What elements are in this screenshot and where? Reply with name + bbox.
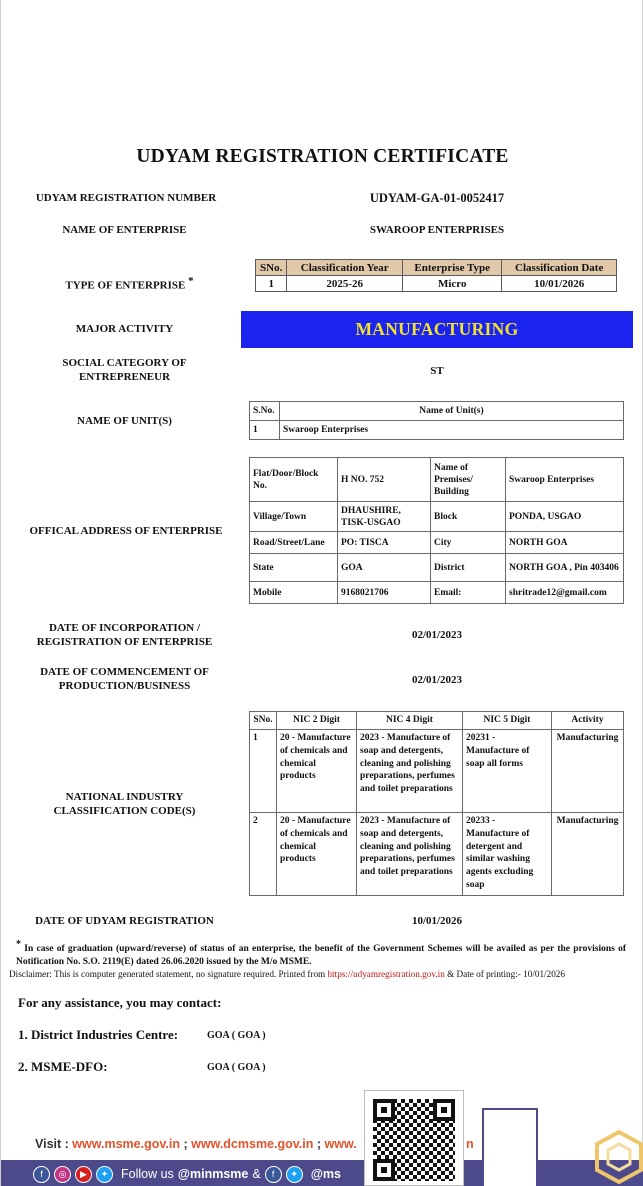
address-cell: PONDA, USGAO	[506, 502, 624, 532]
incorporation-label-line2: REGISTRATION OF ENTERPRISE	[36, 636, 213, 648]
address-cell: Swaroop Enterprises	[506, 458, 624, 502]
footer-card	[482, 1108, 538, 1186]
nic-table	[249, 711, 624, 896]
address-cell: PO: TISCA	[338, 532, 431, 554]
assistance-heading: For any assistance, you may contact:	[18, 995, 222, 1010]
table-row	[250, 502, 624, 532]
classification-cell-date: 10/01/2026	[502, 276, 617, 292]
commencement-label-line1: DATE OF COMMENCEMENT OF	[40, 666, 209, 678]
nic-header-nic4: NIC 4 Digit	[357, 712, 463, 730]
nic-cell: 2023 - Manufacture of soap and detergents, cleaning and polishing preparations, perfumes and toilet preparations	[357, 813, 463, 896]
address-cell: GOA	[338, 554, 431, 582]
address-cell: Block	[431, 502, 506, 532]
visit-line	[35, 1137, 357, 1151]
twitter-icon[interactable]: ✦	[286, 1166, 303, 1183]
nic-cell: Manufacturing	[552, 813, 624, 896]
nic-header-activity: Activity	[552, 712, 624, 730]
qr-finder-icon	[373, 1099, 395, 1121]
social-category-label-line1: SOCIAL CATEGORY OF	[62, 357, 187, 369]
table-row	[250, 582, 624, 604]
visit-separator: ;	[316, 1137, 322, 1151]
nic-cell: 1	[250, 730, 277, 813]
instagram-icon[interactable]: ◎	[54, 1166, 71, 1183]
nic-cell: 20231 - Manufacture of soap all forms	[463, 730, 552, 813]
nic-cell: 2023 - Manufacture of soap and detergents, cleaning and polishing preparations, perfumes and toilet preparations	[357, 730, 463, 813]
udyam-date-label: DATE OF UDYAM REGISTRATION	[35, 915, 214, 927]
social-category-label	[16, 356, 233, 384]
address-cell: 9168021706	[338, 582, 431, 604]
table-row	[250, 532, 624, 554]
classification-header-date: Classification Date	[502, 260, 617, 276]
nic-label-line2: CLASSIFICATION CODE(S)	[53, 805, 196, 817]
visit-url-tail[interactable]: n	[466, 1137, 474, 1151]
address-cell: Flat/Door/Block No.	[250, 458, 338, 502]
major-activity-banner: MANUFACTURING	[241, 311, 633, 348]
dfo-value: GOA ( GOA )	[207, 1062, 266, 1073]
follow-handle[interactable]: @minmsme	[177, 1167, 249, 1181]
nic-cell: 2	[250, 813, 277, 896]
units-cell-name: Swaroop Enterprises	[280, 421, 624, 440]
footnote-mark: *	[16, 939, 21, 950]
disclaimer-link[interactable]: https://udyamregistration.gov.in	[327, 969, 445, 979]
nic-header-nic5: NIC 5 Digit	[463, 712, 552, 730]
units-cell-sno: 1	[250, 421, 280, 440]
qr-finder-icon	[433, 1099, 455, 1121]
dic-label: 1. District Industries Centre:	[18, 1027, 179, 1042]
classification-header-type: Enterprise Type	[403, 260, 502, 276]
address-cell: Email:	[431, 582, 506, 604]
table-row	[250, 554, 624, 582]
visit-url-partial[interactable]: www.	[324, 1137, 357, 1151]
enterprise-name-label: NAME OF ENTERPRISE	[62, 224, 187, 236]
units-header-name: Name of Unit(s)	[280, 402, 624, 421]
units-header-sno: S.No.	[250, 402, 280, 421]
address-label: OFFICAL ADDRESS OF ENTERPRISE	[29, 525, 223, 537]
youtube-icon[interactable]: ▶	[75, 1166, 92, 1183]
certificate-title: UDYAM REGISTRATION CERTIFICATE	[136, 146, 509, 167]
qr-code	[364, 1090, 464, 1186]
table-row	[250, 813, 624, 896]
address-cell: DHAUSHIRE, TISK-USGAO	[338, 502, 431, 532]
email-value[interactable]: shritrade12@gmail.com	[506, 582, 624, 604]
disclaimer-prefix: Disclaimer: This is computer generated statement, no signature required. Printed from	[9, 969, 326, 979]
visit-url-msme[interactable]: www.msme.gov.in	[72, 1137, 180, 1151]
address-cell: Name of Premises/ Building	[431, 458, 506, 502]
udyam-date-value: 10/01/2026	[411, 915, 463, 927]
dfo-label: 2. MSME-DFO:	[18, 1059, 108, 1074]
address-cell: Village/Town	[250, 502, 338, 532]
address-cell: City	[431, 532, 506, 554]
enterprise-type-asterisk: *	[188, 275, 194, 287]
classification-cell-sno: 1	[256, 276, 287, 292]
enterprise-name-value: SWAROOP ENTERPRISES	[369, 224, 505, 236]
follow-line	[33, 1165, 341, 1183]
table-row	[250, 730, 624, 813]
table-row	[250, 421, 624, 440]
twitter-icon[interactable]: ✦	[96, 1166, 113, 1183]
address-table	[249, 457, 624, 604]
table-row	[250, 458, 624, 502]
address-cell: Road/Street/Lane	[250, 532, 338, 554]
enterprise-type-label-text: TYPE OF ENTERPRISE	[65, 279, 186, 292]
units-label: NAME OF UNIT(S)	[77, 415, 172, 427]
nic-label-line1: NATIONAL INDUSTRY	[65, 791, 184, 803]
follow-handle-2[interactable]: @ms	[310, 1167, 341, 1181]
visit-url-dcmsme[interactable]: www.dcmsme.gov.in	[191, 1137, 314, 1151]
dic-value: GOA ( GOA )	[207, 1030, 266, 1041]
commencement-label	[16, 665, 233, 693]
classification-header-sno: SNo.	[256, 260, 287, 276]
nic-header-sno: SNo.	[250, 712, 277, 730]
major-activity-label: MAJOR ACTIVITY	[75, 323, 174, 335]
social-category-value: ST	[430, 365, 444, 377]
address-cell: District	[431, 554, 506, 582]
hexagon-decoration-icon	[589, 1128, 643, 1186]
address-cell: NORTH GOA , Pin 403406	[506, 554, 624, 582]
nic-header-nic2: NIC 2 Digit	[277, 712, 357, 730]
nic-cell: 20 - Manufacture of chemicals and chemical products	[277, 730, 357, 813]
address-cell: NORTH GOA	[506, 532, 624, 554]
follow-amp: &	[252, 1167, 261, 1181]
nic-cell: 20233 - Manufacture of detergent and similar washing agents excluding soap	[463, 813, 552, 896]
address-cell: H NO. 752	[338, 458, 431, 502]
registration-number-value: UDYAM-GA-01-0052417	[369, 191, 505, 205]
social-category-label-line2: ENTREPRENEUR	[78, 371, 171, 383]
units-table	[249, 401, 624, 440]
disclaimer	[9, 968, 639, 980]
nic-label	[16, 790, 233, 818]
nic-cell: Manufacturing	[552, 730, 624, 813]
footnote-text: In case of graduation (upward/reverse) of status of an enterprise, the benefit of the Government Schemes will be availed as per the provisions of Notification No. S.O. 2119(E) dated 26.06.2020 issued by the M/o MSME.	[16, 944, 627, 968]
address-cell: State	[250, 554, 338, 582]
classification-cell-year: 2025-26	[287, 276, 403, 292]
visit-label: Visit :	[35, 1137, 69, 1151]
classification-cell-type: Micro	[403, 276, 502, 292]
nic-cell: 20 - Manufacture of chemicals and chemical products	[277, 813, 357, 896]
incorporation-label	[16, 621, 233, 649]
address-cell: Mobile	[250, 582, 338, 604]
incorporation-label-line1: DATE OF INCORPORATION /	[48, 622, 201, 634]
registration-number-label: UDYAM REGISTRATION NUMBER	[35, 192, 217, 204]
incorporation-value: 02/01/2023	[411, 629, 463, 641]
qr-finder-icon	[373, 1159, 395, 1181]
visit-separator: ;	[183, 1137, 188, 1151]
disclaimer-suffix: & Date of printing:- 10/01/2026	[447, 969, 565, 979]
facebook-icon[interactable]: f	[265, 1166, 282, 1183]
commencement-value: 02/01/2023	[411, 674, 463, 686]
commencement-label-line2: PRODUCTION/BUSINESS	[58, 680, 191, 692]
facebook-icon[interactable]: f	[33, 1166, 50, 1183]
classification-header-year: Classification Year	[287, 260, 403, 276]
visit-tail	[466, 1137, 474, 1151]
follow-text: Follow us	[121, 1167, 174, 1181]
classification-table	[255, 259, 617, 292]
footnote	[16, 938, 626, 969]
enterprise-type-label	[16, 274, 243, 293]
